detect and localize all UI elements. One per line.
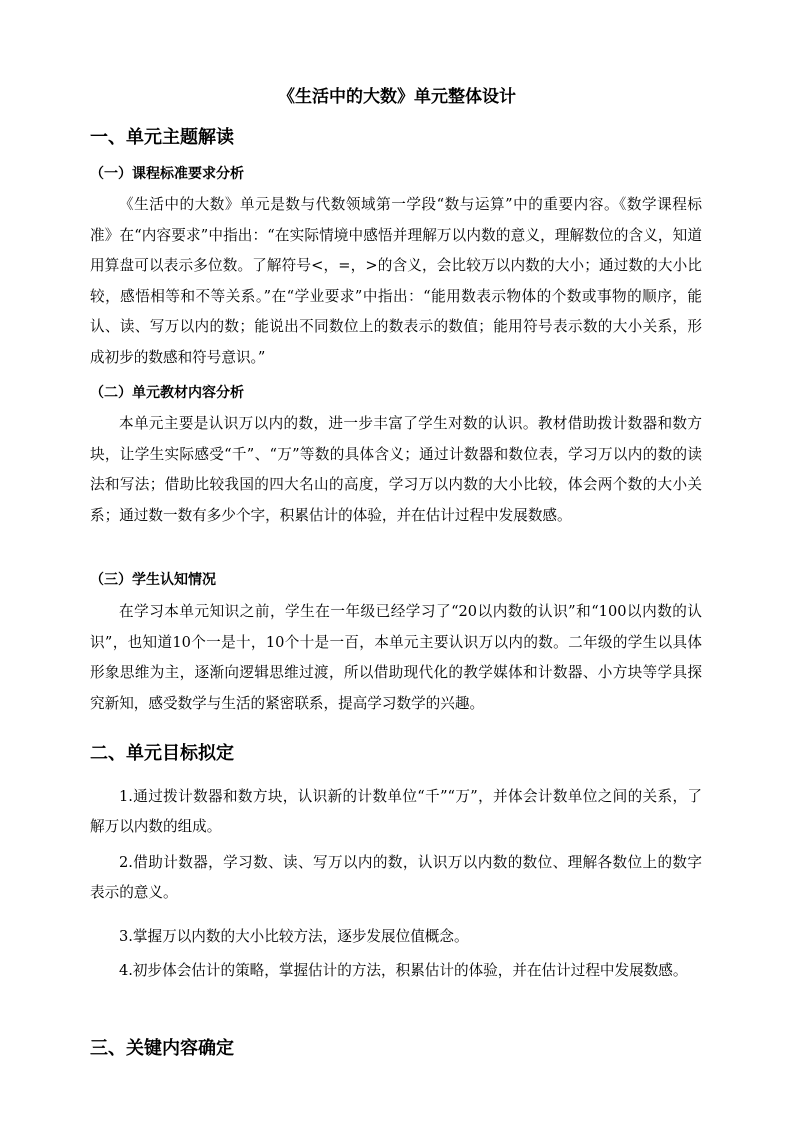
section-heading-unit-goals: 二、单元目标拟定 [90, 743, 234, 764]
paragraph-curriculum-standard: 《生活中的大数》单元是数与代数领域第一学段“数与运算”中的重要内容。《数学课程标准》在“内容要求”中指出：“在实际情境中感悟并理解万以内数的意义，理解数位的含义，知道用算盘可以表示多位数。了解符号<，=，>的含义，会比较万以内数的大小；通过数的大小比较，感悟相等和不等关系。”在“学业要求”中指出：“能用数表示物体的个数或事物的顺序，能认、读、写万以内的数；能说出不同数位上的数表示的数值；能用符号表示数的大小关系，形成初步的数感和符号意识。” [90, 196, 702, 366]
section-heading-key-content: 三、关键内容确定 [90, 1038, 234, 1059]
paragraph-student-cognition: 在学习本单元知识之前，学生在一年级已经学习了“20以内数的认识”和“100以内数的认识”，也知道10个一是十，10个十是一百，本单元主要认识万以内的数。二年级的学生以具体形象思维为主，逐渐向逻辑思维过渡，所以借助现代化的教学媒体和计数器、小方块等学具探究新知，感受数学与生活的紧密联系，提高学习数学的兴趣。 [90, 603, 702, 712]
goal-item-2: 2.借助计数器，学习数、读、写万以内的数，认识万以内数的数位、理解各数位上的数字表示的意义。 [90, 854, 702, 901]
goal-item-3: 3.掌握万以内数的大小比较方法，逐步发展位值概念。 [119, 928, 469, 945]
section-heading-unit-theme: 一、单元主题解读 [90, 127, 234, 148]
subsection-heading-student-cognition: （三）学生认知情况 [90, 572, 216, 588]
paragraph-textbook-content: 本单元主要是认识万以内的数，进一步丰富了学生对数的认识。教材借助拨计数器和数方块，让学生实际感受“千”、“万”等数的具体含义；通过计数器和数位表，学习万以内的数的读法和写法；借助比较我国的四大名山的高度，学习万以内数的大小比较，体会两个数的大小关系；通过数一数有多少个字，积累估计的体验，并在估计过程中发展数感。 [90, 415, 702, 524]
subsection-heading-curriculum-standard: （一）课程标准要求分析 [90, 166, 244, 182]
subsection-heading-textbook-content: （二）单元教材内容分析 [90, 385, 244, 401]
document-title: 《生活中的大数》单元整体设计 [278, 87, 516, 107]
goal-item-4: 4.初步体会估计的策略，掌握估计的方法，积累估计的体验，并在估计过程中发展数感。 [119, 962, 688, 979]
goal-item-1: 1.通过拨计数器和数方块，认识新的计数单位“千”“万”，并体会计数单位之间的关系，了解万以内数的组成。 [90, 788, 702, 835]
